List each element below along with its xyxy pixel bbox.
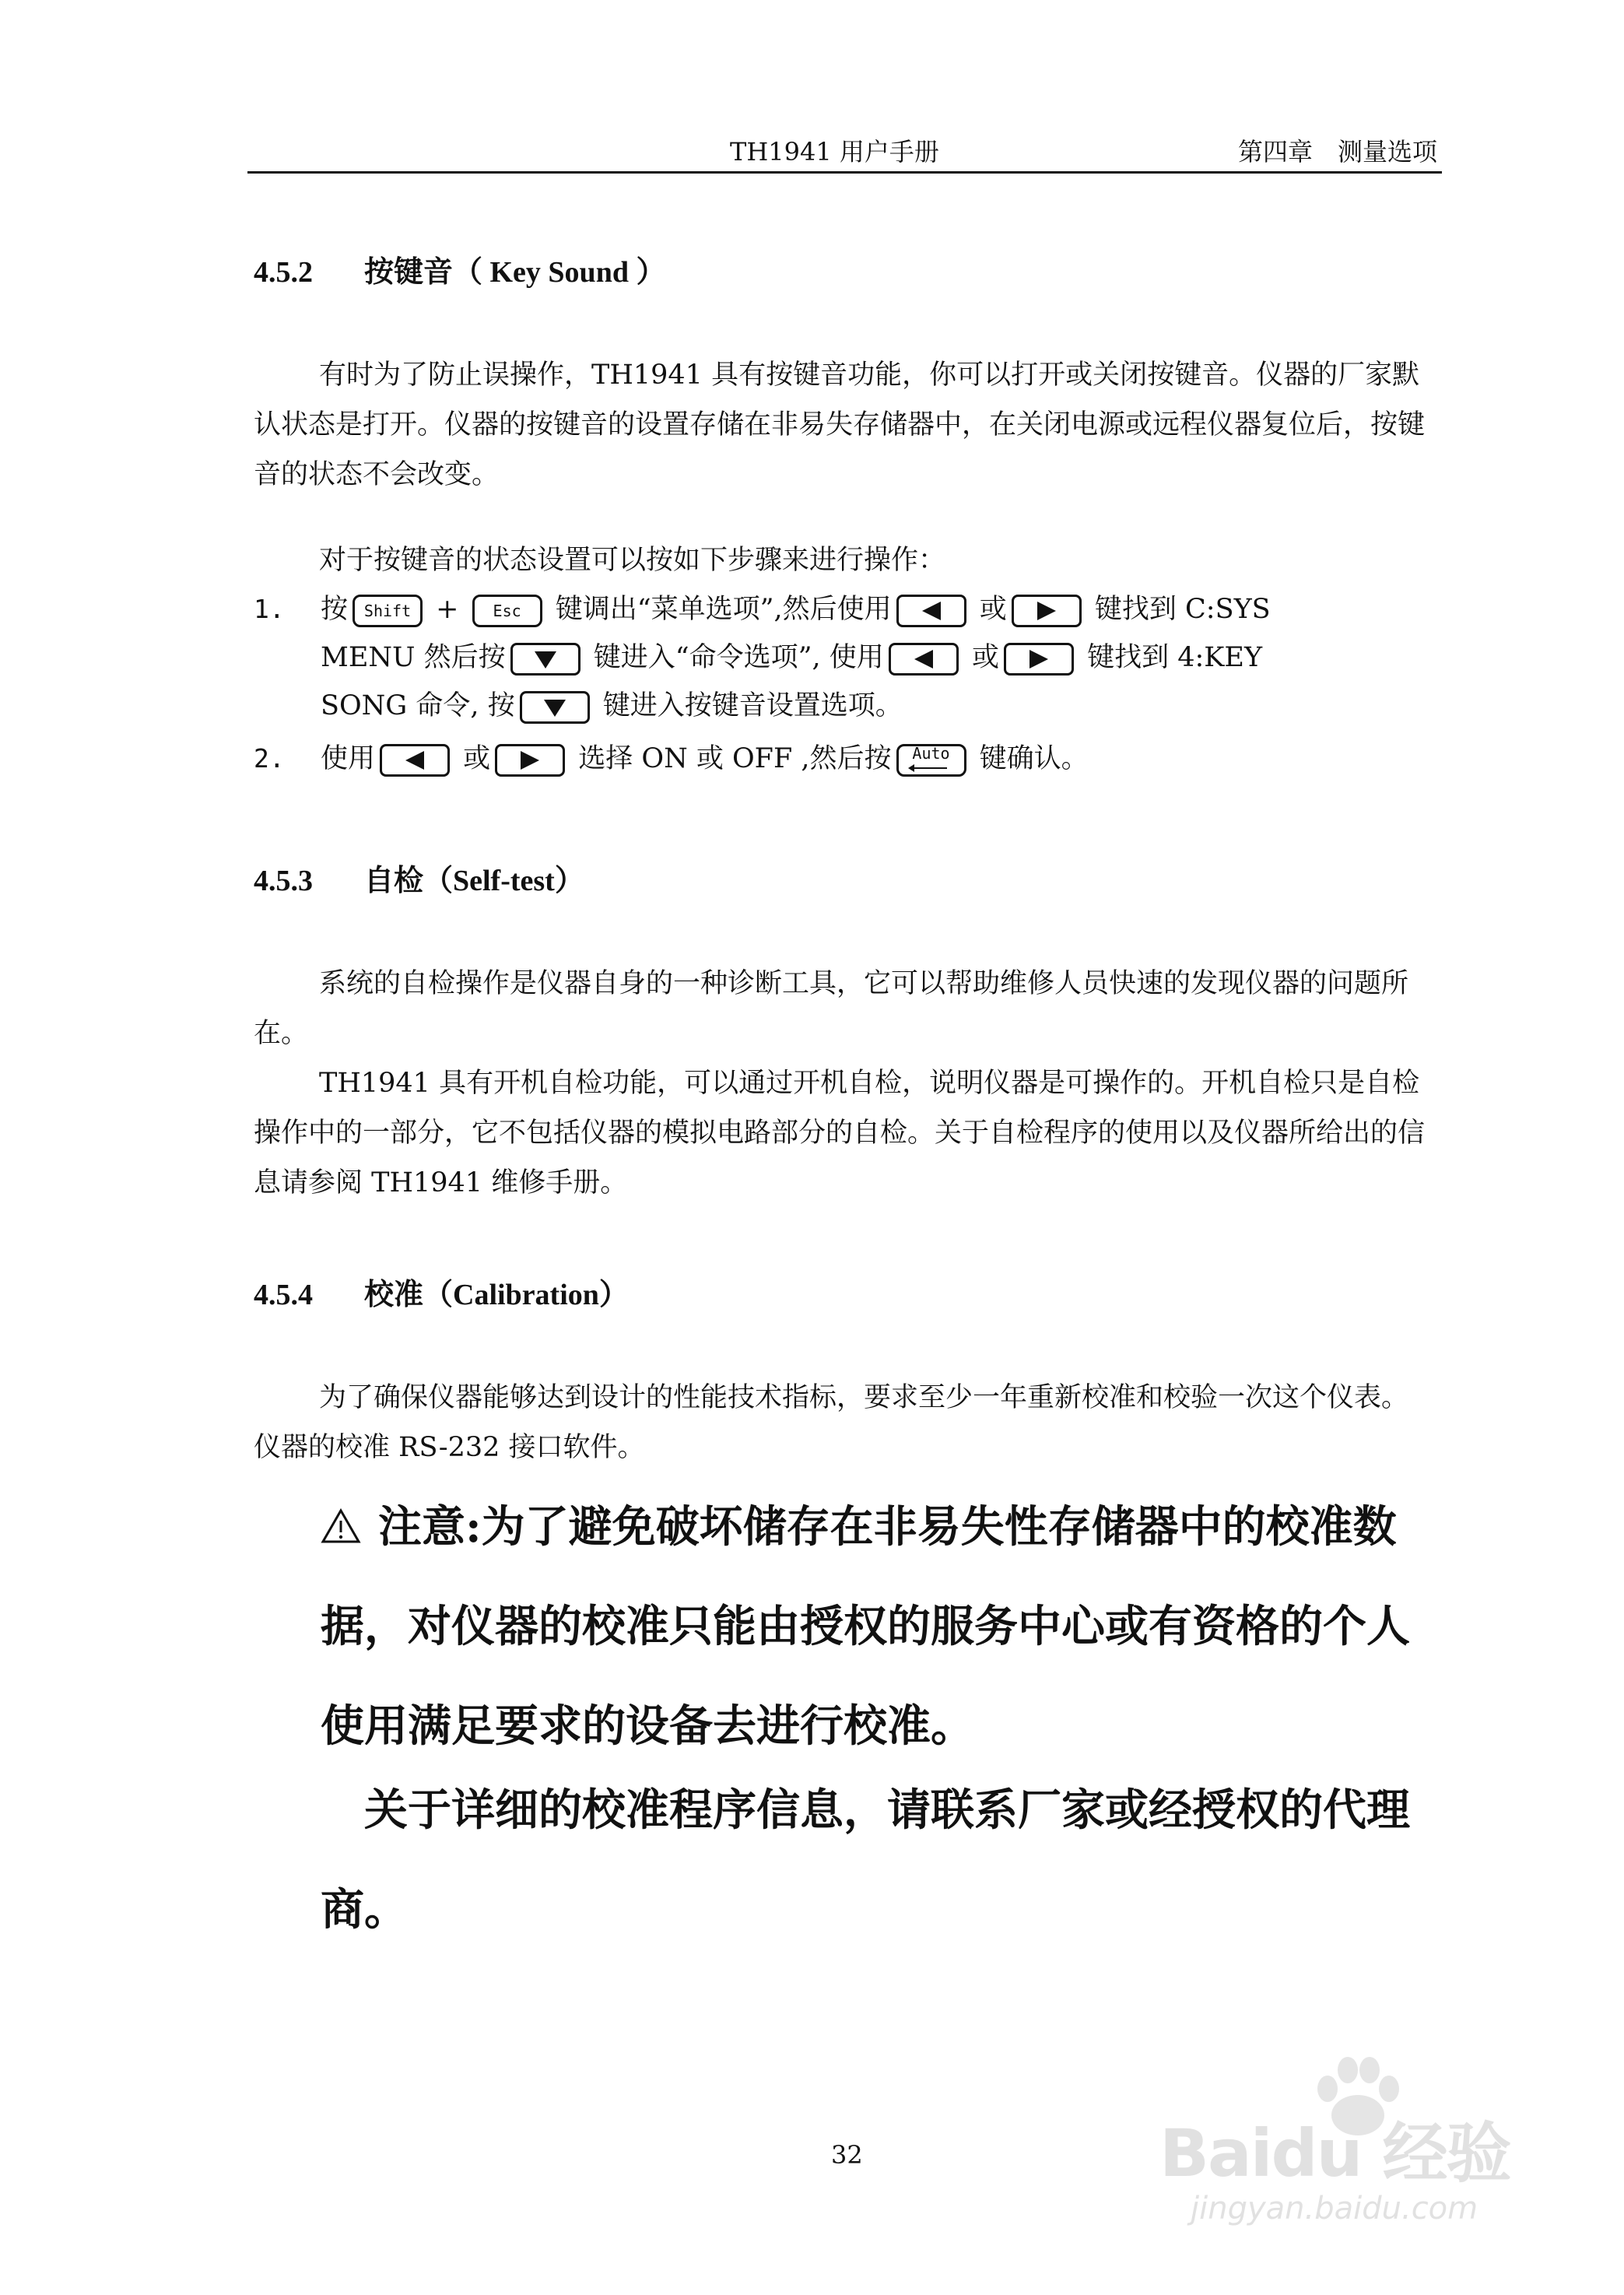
step-number: 1. — [254, 594, 285, 624]
shift-key: Shift — [353, 595, 423, 627]
calibration-contact-note: 关于详细的校准程序信息，请联系厂家或经授权的代理商。 — [321, 1784, 1410, 1935]
left-arrow-key-icon — [889, 643, 959, 676]
self-test-paragraph-2: TH1941 具有开机自检功能，可以通过开机自检，说明仪器是可操作的。开机自检只是自检操作中的一部分，它不包括仪器的模拟电路部分的自检。关于自检程序的使用以及仪器所给出的信息请参阅 TH1941 维修手册。 — [254, 1068, 1426, 1198]
down-arrow-key-icon — [520, 691, 590, 724]
step-text: 键确认。 — [970, 743, 1089, 774]
esc-key: Esc — [472, 595, 542, 627]
step-text: SONG 命令, 按 — [321, 690, 515, 721]
section-heading-4-5-4 — [254, 1270, 629, 1313]
step-text: 键进入“命令选项”, 使用 — [584, 642, 884, 673]
right-arrow-key-icon — [1012, 595, 1082, 627]
section-title: 自检（Self-test） — [364, 865, 584, 897]
section-title: 按键音（ Key Sound ） — [364, 256, 666, 289]
step-1-line-2 — [321, 633, 1262, 682]
step-1-line-1 — [321, 585, 1271, 633]
step-1-line-3 — [321, 682, 903, 730]
calibration-paragraph: 为了确保仪器能够达到设计的性能技术指标，要求至少一年重新校准和校验一次这个仪表。 仪器的校准 RS-232 接口软件。 — [254, 1382, 1409, 1463]
header-chapter: 第四章 测量选项 — [1237, 137, 1437, 167]
key-sound-instructions-intro: 对于按键音的状态设置可以按如下步骤来进行操作： — [319, 545, 946, 576]
step-text: 或 — [454, 743, 491, 774]
step-text: + — [427, 594, 468, 625]
right-arrow-key-icon — [495, 744, 565, 777]
baidu-jingyan-watermark — [1159, 2055, 1533, 2249]
left-arrow-key-icon — [380, 744, 450, 777]
warning-text: 注意:为了避免破坏储存在非易失性存储器中的校准数据，对仪器的校准只能由授权的服务中心或有资格的个人使用满足要求的设备去进行校准。 — [321, 1501, 1410, 1752]
step-text: 选择 ON 或 OFF ,然后按 — [570, 743, 892, 774]
step-text: 键找到 C:SYS — [1086, 594, 1271, 625]
left-arrow-key-icon — [896, 595, 966, 627]
auto-enter-key — [896, 744, 966, 777]
self-test-paragraph-1: 系统的自检操作是仪器自身的一种诊断工具，它可以帮助维修人员快速的发现仪器的问题所在。 — [254, 968, 1409, 1049]
warning-triangle-icon — [321, 1507, 361, 1545]
auto-key-label: Auto — [912, 743, 950, 763]
watermark-logo: Baidu 经验 — [1159, 2115, 1510, 2191]
step-text: 键找到 4:KEY — [1078, 642, 1263, 673]
section-title: 校准（Calibration） — [364, 1279, 629, 1311]
down-arrow-key-icon — [510, 643, 581, 676]
step-text: MENU 然后按 — [321, 642, 506, 673]
watermark-url: jingyan.baidu.com — [1191, 2191, 1478, 2227]
step-number: 2. — [254, 743, 285, 774]
page-header — [247, 131, 1442, 174]
section-heading-4-5-2 — [254, 247, 665, 290]
section-number: 4.5.4 — [254, 1279, 313, 1311]
section-heading-4-5-3 — [254, 856, 584, 899]
step-text: 使用 — [321, 743, 376, 774]
calibration-warning — [321, 1477, 1441, 1776]
page-number: 32 — [831, 2140, 863, 2170]
step-text: 或 — [963, 642, 999, 673]
header-title: TH1941 用户手册 — [730, 137, 939, 167]
right-arrow-key-icon — [1004, 643, 1074, 676]
step-text: 键进入按键音设置选项。 — [594, 690, 903, 721]
step-2 — [321, 735, 1089, 783]
step-text: 按 — [321, 594, 349, 625]
key-sound-paragraph: 有时为了防止误操作，TH1941 具有按键音功能，你可以打开或关闭按键音。仪器的厂家默认状态是打开。仪器的按键音的设置存储在非易失存储器中，在关闭电源或远程仪器复位后，按键音的状态不会改变。 — [254, 360, 1426, 490]
section-number: 4.5.3 — [254, 865, 313, 897]
step-text: 或 — [970, 594, 1007, 625]
step-text: 键调出“菜单选项”,然后使用 — [546, 594, 892, 625]
section-number: 4.5.2 — [254, 256, 313, 289]
